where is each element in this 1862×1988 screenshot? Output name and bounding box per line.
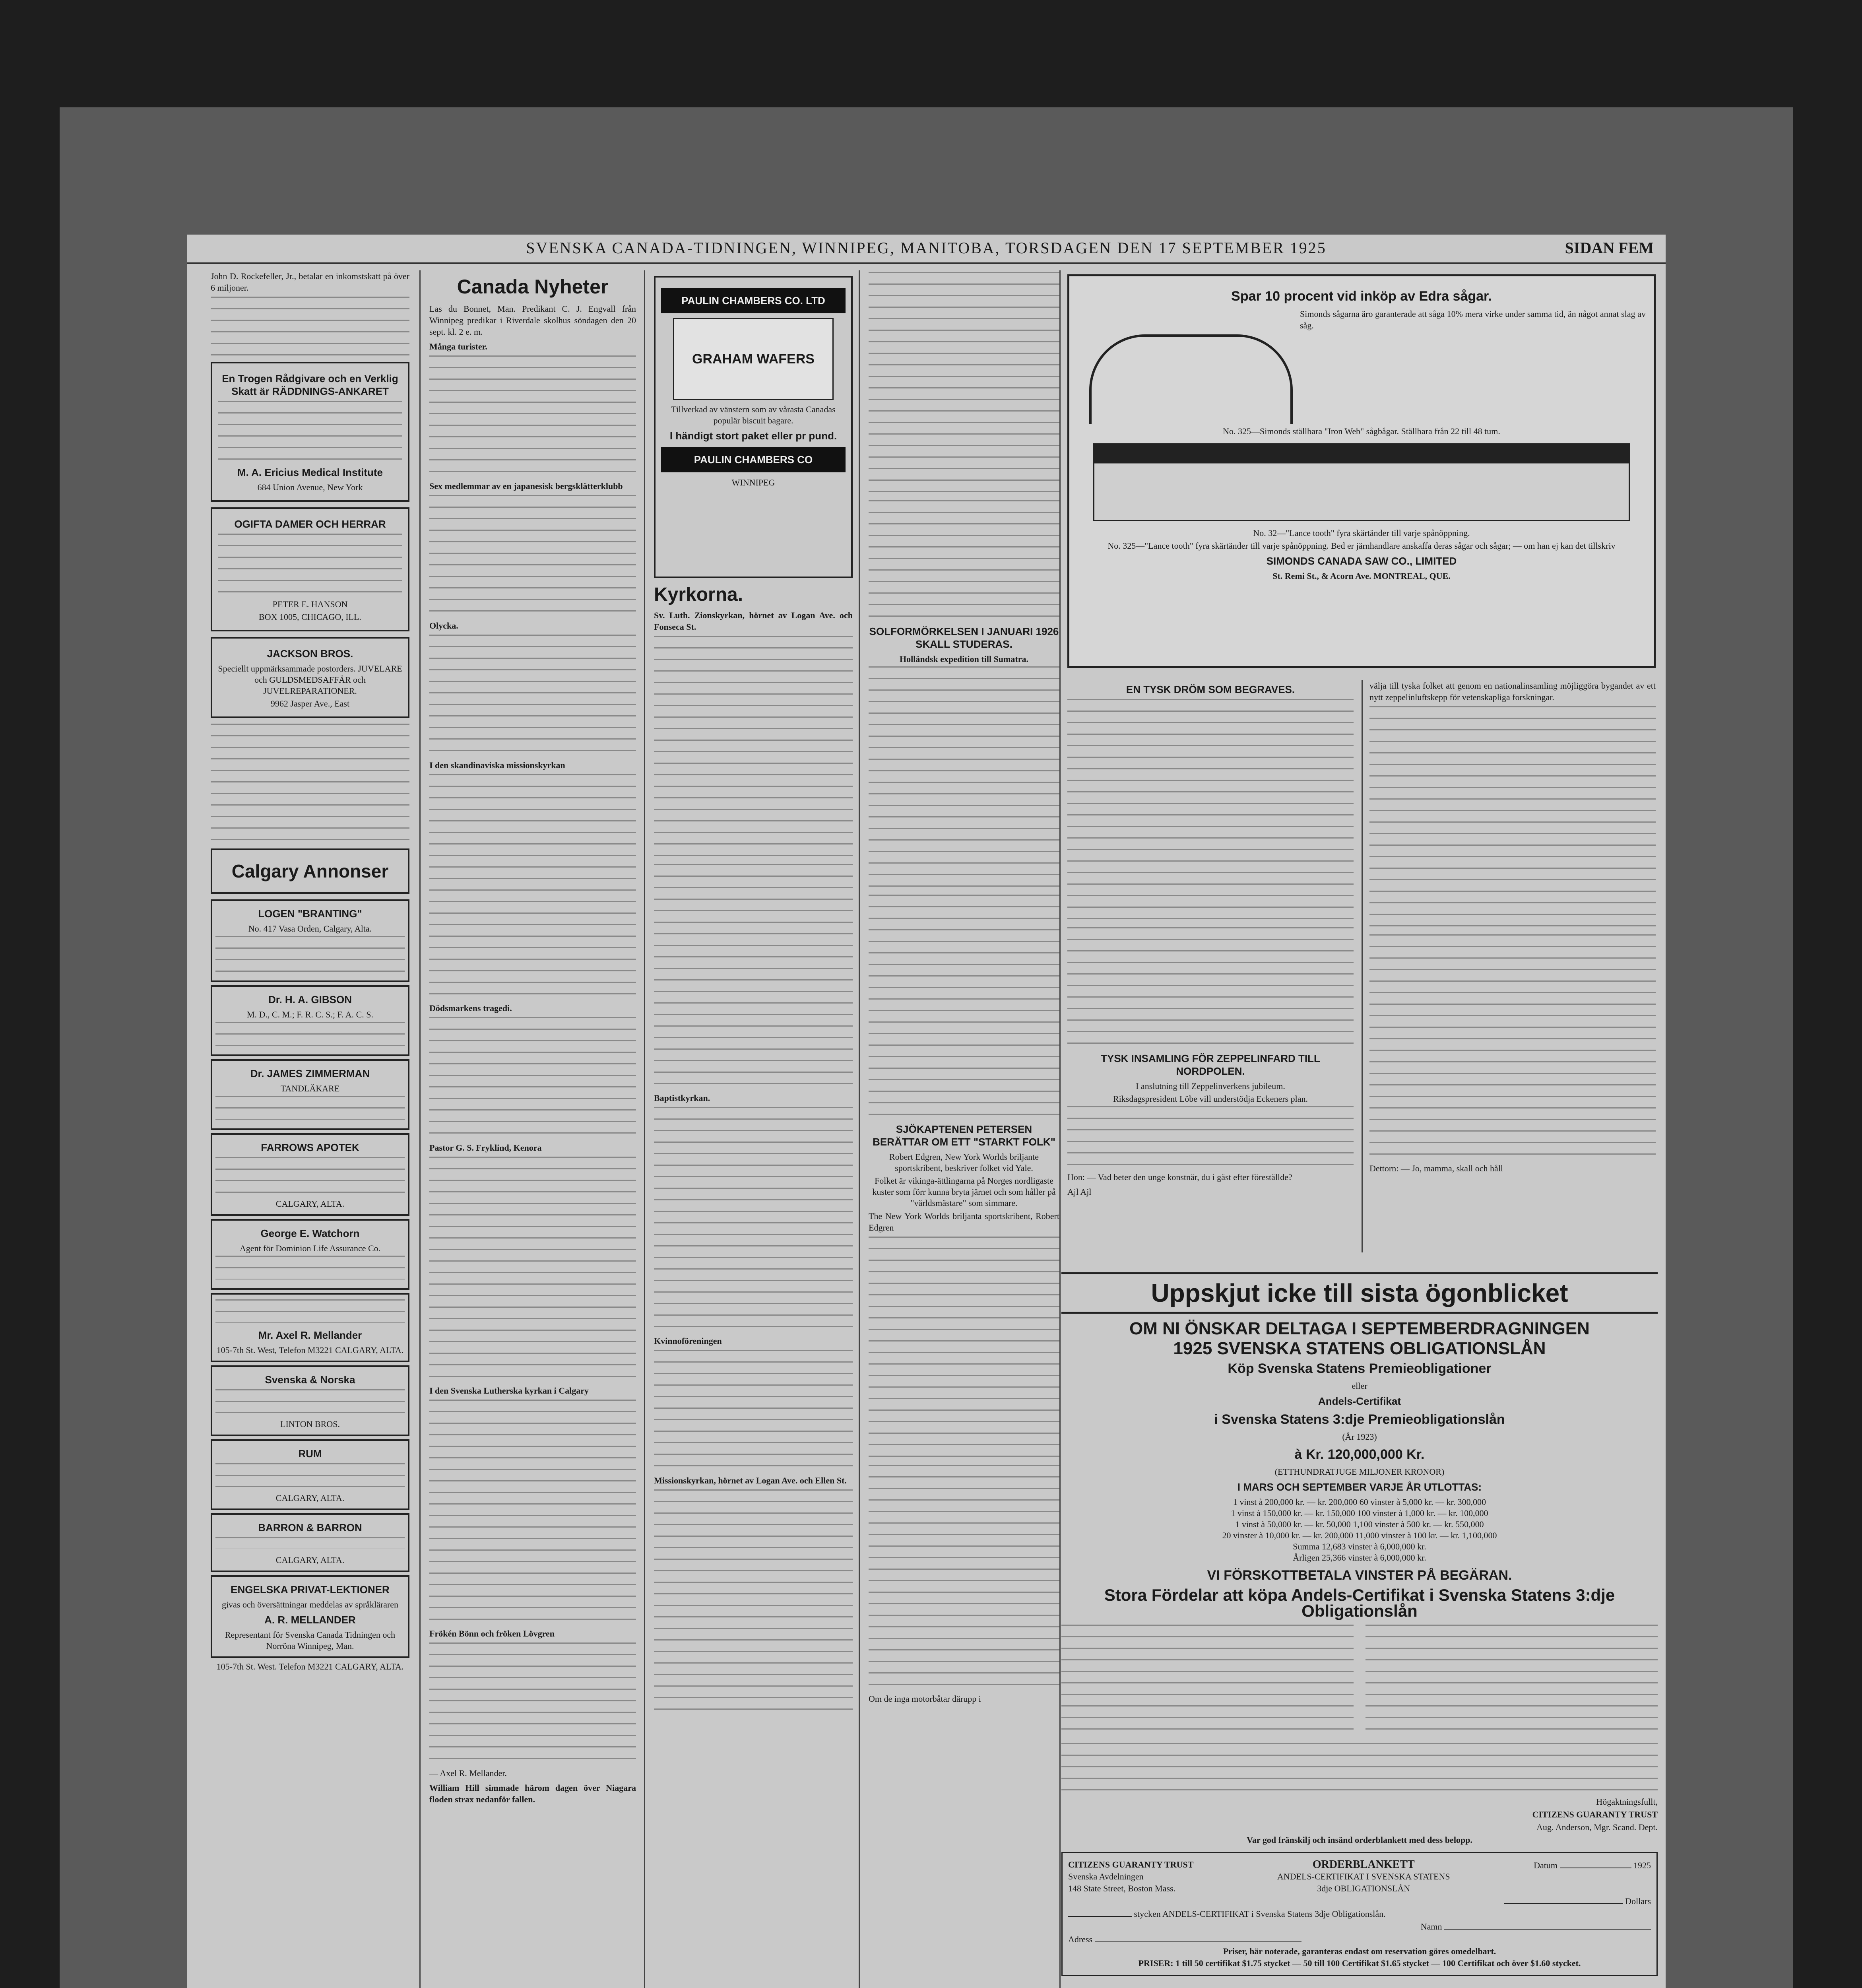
calgary-ad [211, 1365, 409, 1436]
order-name-label: Namn [1420, 1922, 1442, 1932]
order-stycken-row [1068, 1907, 1651, 1920]
column-rule [1059, 270, 1061, 1988]
ad-year: (År 1923) [1342, 1432, 1377, 1442]
ad-sub1: OM NI ÖNSKAR DELTAGA I SEPTEMBERDRAGNINGEN [1129, 1319, 1590, 1338]
prize-row: Årligen 25,366 vinster à 6,000,000 kr. [1293, 1553, 1426, 1563]
ericius-name: M. A. Ericius Medical Institute [237, 466, 383, 478]
jackson-address: 9962 Jasper Ave., East [270, 699, 350, 709]
order-title2: ANDELS-CERTIFIKAT I SVENSKA STATENS [1277, 1872, 1450, 1881]
order-stycken-label: stycken ANDELS-CERTIFIKAT i Svenska Statens 3dje Obligationslån. [1134, 1909, 1386, 1919]
ad-body [215, 1299, 405, 1323]
calgary-ad-name: BARRON & BARRON [258, 1522, 362, 1534]
ad-headline-bar [1061, 1272, 1658, 1314]
church-item: Missionskyrkan, hörnet av Logan Ave. och Ellen St. [654, 1475, 847, 1485]
prize-row: 1 vinst à 50,000 kr. — kr. 50,000 1,100 vinster à 500 kr. — kr. 550,000 [1235, 1519, 1484, 1529]
text-block [429, 355, 636, 475]
text-block [869, 1237, 1059, 1459]
running-head-title: SVENSKA CANADA-TIDNINGEN, WINNIPEG, MANITOBA, TORSDAGEN DEN 17 SEPTEMBER 1925 [526, 239, 1327, 257]
order-name-row [1068, 1920, 1651, 1933]
news-item: I den skandinaviska missionskyrkan [429, 760, 565, 770]
saw-headline: Spar 10 procent vid inköp av Edra sågar. [1231, 289, 1492, 304]
calgary-ad [211, 1219, 409, 1290]
article-text: välja till tyska folket att genom en nationalinsamling möjliggöra bygandet av ett nytt zeppelinluftskepp för vetenskapliga forskningar. [1369, 681, 1656, 702]
ad-text: Tillverkad av vänstern som av vårasta Canadas populär biscuit bagare. [671, 404, 836, 425]
news-item: Olycka. [429, 621, 458, 631]
ad-eller: eller [1352, 1381, 1367, 1391]
ad-body [215, 1463, 405, 1487]
calgary-ad-text: givas och översättningar meddelas av språkläraren [221, 1600, 399, 1609]
saw-address: St. Remi St., & Acorn Ave. MONTREAL, QUE. [1272, 571, 1451, 581]
saw-ad-wrapper [1067, 274, 1656, 668]
article-head: SOLFORMÖRKELSEN I JANUARI 1926 SKALL STUDERAS. [869, 625, 1059, 650]
ad-sign2: CITIZENS GUARANTY TRUST [1532, 1809, 1658, 1819]
calgary-annonser-head-box [211, 848, 409, 894]
ad-headline: Uppskjut icke till sista ögonblicket [1151, 1279, 1568, 1307]
ad-call: I händigt stort paket eller pr pund. [669, 430, 837, 442]
calgary-ad [211, 899, 409, 982]
calgary-ad-name: FARROWS APOTEK [261, 1142, 359, 1153]
calgary-ad-name: Dr. H. A. GIBSON [268, 994, 352, 1006]
order-year: 1925 [1633, 1860, 1651, 1870]
text-block [211, 724, 409, 843]
text-block [429, 1400, 636, 1622]
byline: Las du Bonnet, Man. Predikant C. J. Engvall från Winnipeg predikar i Riverdale skolhus söndagen den 20 sept. kl. 2 e. m. [429, 304, 636, 337]
calgary-ad [211, 1439, 409, 1510]
ericius-ad [211, 362, 409, 502]
signoff: — Axel R. Mellander. [429, 1768, 507, 1778]
order-quantity-field[interactable] [1068, 1907, 1132, 1917]
calgary-ad [211, 1059, 409, 1130]
news-item: Sex medlemmar av en japanesisk bergsklätterklubb [429, 481, 623, 491]
news-item: Pastor G. S. Fryklind, Kenora [429, 1143, 542, 1153]
church-item: Kvinnoföreningen [654, 1336, 722, 1346]
saw-company: SIMONDS CANADA SAW CO., LIMITED [1266, 555, 1457, 567]
page-number: SIDAN FEM [1565, 239, 1654, 257]
calgary-ad-name: A. R. MELLANDER [264, 1614, 356, 1626]
text-block [429, 774, 636, 997]
simonds-saw-ad [1067, 274, 1656, 668]
joke-text: Hon: — Vad beter den unge konstnär, du i gäst efter föreställde? [1067, 1172, 1292, 1182]
kyrkorna-heading: Kyrkorna. [654, 584, 743, 605]
church-item: Sv. Luth. Zionskyrkan, hörnet av Logan Ave. och Fonseca St. [654, 610, 853, 632]
text-block [654, 864, 853, 1087]
news-item: Frökén Bönn och fröken Lövgren [429, 1629, 555, 1639]
text-block [1067, 699, 1354, 922]
column-2 [429, 270, 636, 1988]
ad-draw: I MARS OCH SEPTEMBER VARJE ÅR UTLOTTAS: [1237, 1481, 1482, 1493]
order-dollars-row [1068, 1895, 1651, 1907]
column-1 [211, 270, 409, 1988]
jackson-ad [211, 637, 409, 718]
ad-body [215, 1537, 405, 1549]
calgary-ad-text: Agent för Dominion Life Assurance Co. [239, 1243, 381, 1253]
calgary-ad-text: LINTON BROS. [280, 1419, 340, 1429]
text-block [429, 635, 636, 754]
calgary-ad-text: CALGARY, ALTA. [275, 1493, 345, 1503]
prize-row: 1 vinst à 200,000 kr. — kr. 200,000 60 vinster à 5,000 kr. — kr. 300,000 [1233, 1497, 1486, 1507]
calgary-ad-name: Dr. JAMES ZIMMERMAN [250, 1068, 370, 1079]
ad-body [215, 1157, 405, 1193]
graham-wafers-ad [654, 276, 853, 578]
saw-item: No. 32—"Lance tooth" fyra skärtänder till varje spånöppning. [1253, 528, 1470, 538]
order-price-note: Priser, här noterade, garanteras endast om reservation göres omedelbart. [1223, 1946, 1496, 1956]
order-form [1061, 1852, 1658, 1976]
ad-body [215, 1096, 405, 1120]
order-left [1068, 1859, 1193, 1895]
church-item: Baptistkyrkan. [654, 1093, 710, 1103]
ogifta-ad [211, 507, 409, 631]
ad-body [215, 1256, 405, 1279]
text-block [654, 1350, 853, 1469]
text-block [1369, 706, 1656, 929]
ogifta-name: PETER E. HANSON [272, 599, 348, 609]
ad-city: WINNIPEG [731, 478, 775, 487]
calgary-ad [211, 1513, 409, 1572]
text-block [869, 1465, 1059, 1687]
article-head: TYSK INSAMLING FÖR ZEPPELINFARD TILL NORDPOLEN. [1101, 1052, 1320, 1077]
ad-sub4: i Svenska Statens 3:dje Premieobligationslån [1214, 1412, 1505, 1427]
calgary-address: 105-7th St. West. Telefon M3221 CALGARY, ALTA. [216, 1662, 404, 1672]
text-block [429, 1642, 636, 1762]
order-title: ORDERBLANKETT [1312, 1858, 1415, 1871]
ad-bold1: VI FÖRSKOTTBETALA VINSTER PÅ BEGÄRAN. [1207, 1568, 1512, 1583]
calgary-ad [211, 1293, 409, 1362]
ad-body [215, 1022, 405, 1046]
ad-terms [1061, 1623, 1658, 1741]
newspaper-page [187, 235, 1666, 1988]
article-subhead: Folket är vikinga-ättlingarna på Norges nordligaste kuster som förr kunna bryta järnet och som håller på "världsmästare" som simmare. [872, 1176, 1056, 1208]
wafer-box-image [673, 318, 834, 400]
terms-right [1365, 1625, 1658, 1736]
ad-cut-note: Var god fränskilj och insänd orderblankett med dess belopp. [1247, 1835, 1472, 1845]
article-subhead: Riksdagspresident Löbe vill understödja Eckeners plan. [1113, 1094, 1308, 1104]
article-lead: The New York Worlds briljanta sportskribent, Robert Edgren [869, 1211, 1059, 1233]
canada-nyheter-heading: Canada Nyheter [457, 276, 609, 298]
ad-body [215, 1389, 405, 1413]
text-block [429, 1017, 636, 1136]
column-3 [654, 270, 853, 1988]
calgary-ad-name: George E. Watchorn [260, 1227, 360, 1239]
text-block [1067, 927, 1354, 1046]
order-dept: Svenska Avdelningen [1068, 1872, 1144, 1881]
order-date-field[interactable] [1560, 1859, 1631, 1868]
text-block [654, 1489, 853, 1712]
premieobligation-ad [1061, 1272, 1658, 1988]
ad-body [215, 936, 405, 972]
ad-body [218, 401, 402, 460]
ad-sign3: Aug. Anderson, Mgr. Scand. Dept. [1536, 1822, 1658, 1832]
news-item: Dödsmarkens tragedi. [429, 1003, 512, 1013]
text-block [1067, 1106, 1354, 1166]
ad-sub3: Köp Svenska Statens Premieobligationer [1228, 1361, 1492, 1376]
order-title3: 3dje OBLIGATIONSLÅN [1317, 1883, 1410, 1893]
text-block [654, 636, 853, 858]
order-right [1277, 1859, 1450, 1895]
text-block [869, 895, 1059, 1117]
terms-left [1061, 1625, 1354, 1736]
text-block [211, 297, 409, 356]
news-item: I den Svenska Lutherska kyrkan i Calgary [429, 1386, 589, 1396]
ericius-headline: En Trogen Rådgivare och en Verklig Skatt är RÄDDNINGS-ANKARET [222, 373, 398, 397]
calgary-ad-name: RUM [298, 1448, 322, 1460]
column-6 [1369, 680, 1656, 1252]
column-rule [644, 270, 645, 1988]
calgary-ad-name: Mr. Axel R. Mellander [258, 1329, 362, 1341]
text-block [429, 495, 636, 614]
running-head [187, 235, 1666, 264]
article-end: Om de inga motorbåtar därupp i [869, 1694, 981, 1704]
ad-andels: Andels-Certifikat [1318, 1395, 1401, 1407]
order-date-label: Datum [1534, 1860, 1557, 1870]
article-subhead: Holländsk expedition till Sumatra. [900, 654, 1028, 664]
calgary-ad [211, 1575, 409, 1658]
text-block [869, 272, 1059, 495]
ad-amount-words: (ETTHUNDRATJUGE MILJONER KRONOR) [1274, 1467, 1445, 1477]
calgary-ads [211, 899, 409, 1672]
ad-sub2: 1925 SVENSKA STATENS OBLIGATIONSLÅN [1173, 1339, 1546, 1358]
ogifta-headline: OGIFTA DAMER OCH HERRAR [234, 518, 386, 530]
ad-bold2: Stora Fördelar att köpa Andels-Certifikat i Svenska Statens 3:dje Obligationslån [1104, 1586, 1615, 1620]
article-head: SJÖKAPTENEN PETERSEN BERÄTTAR OM ETT "STARKT FOLK" [873, 1123, 1055, 1148]
calgary-ad [211, 1133, 409, 1216]
order-dollars-label: Dollars [1625, 1896, 1651, 1906]
order-address-field[interactable] [1095, 1933, 1301, 1942]
saw-frame-image [1089, 334, 1293, 424]
calgary-ad-text: No. 417 Vasa Orden, Calgary, Alta. [248, 924, 372, 934]
order-date [1534, 1859, 1651, 1895]
calgary-ad [211, 985, 409, 1056]
prize-table [1061, 1497, 1658, 1563]
ad-brand-top: PAULIN CHAMBERS CO. LTD [661, 288, 846, 313]
column-rule [419, 270, 421, 1988]
order-company: CITIZENS GUARANTY TRUST [1068, 1860, 1194, 1870]
joke-text: Ajl Ajl [1067, 1187, 1092, 1197]
rockefeller-note: John D. Rockefeller, Jr., betalar en inkomstskatt på över 6 miljoner. [211, 271, 409, 293]
article-subhead: Robert Edgren, New York Worlds briljante sportskribent, beskriver folket vid Yale. [889, 1152, 1039, 1173]
order-name-field[interactable] [1444, 1920, 1651, 1930]
product-name: GRAHAM WAFERS [692, 351, 815, 367]
order-address: 148 State Street, Boston Mass. [1068, 1883, 1176, 1893]
article-head: EN TYSK DRÖM SOM BEGRAVES. [1126, 683, 1295, 695]
column-rule [1362, 680, 1363, 1252]
prize-row: 1 vinst à 150,000 kr. — kr. 150,000 100 vinster à 1,000 kr. — kr. 100,000 [1231, 1508, 1488, 1518]
prize-row: Summa 12,683 vinster à 6,000,000 kr. [1293, 1541, 1426, 1551]
ad-brand: PAULIN CHAMBERS CO [661, 447, 846, 472]
calgary-ad-name: Svenska & Norska [265, 1374, 355, 1386]
text-block [1369, 934, 1656, 1157]
order-address-label: Adress [1068, 1934, 1093, 1944]
calgary-ad-text: Representant för Svenska Canada Tidningen och Norröna Winnipeg, Man. [225, 1630, 396, 1651]
column-5 [1067, 680, 1354, 1252]
saw-item: No. 325—"Lance tooth" fyra skärtänder till varje spånöppning. Bed er järnhandlare anskaffa deras sågar och sågar; — om han ej kan det tillskriv [1108, 541, 1616, 551]
calgary-ad-text: 105-7th St. West, Telefon M3221 CALGARY, ALTA. [216, 1345, 404, 1355]
calgary-ad-name: ENGELSKA PRIVAT-LEKTIONER [231, 1584, 390, 1596]
terms-bottom [1061, 1743, 1658, 1791]
prize-row: 20 vinster à 10,000 kr. — kr. 200,000 11,000 vinster à 100 kr. — kr. 1,100,000 [1222, 1530, 1497, 1540]
calgary-ad-text: TANDLÄKARE [280, 1083, 340, 1093]
jackson-text: Speciellt uppmärksammade postorders. JUVELARE och GULDSMEDSAFFÄR och JUVELREPARATIONER. [218, 664, 402, 696]
calgary-ad-name: LOGEN "BRANTING" [258, 908, 362, 920]
order-prices: PRISER: 1 till 50 certifikat $1.75 stycket — 50 till 100 Certifikat $1.65 stycket — 100 Certifikat och över $1.60 stycket. [1138, 1958, 1581, 1968]
text-block [869, 500, 1059, 619]
article-end: Dettorn: — Jo, mamma, skall och håll [1369, 1163, 1503, 1173]
news-item: Många turister. [429, 342, 487, 351]
saw-blade-image [1093, 443, 1630, 521]
saw-text: Simonds sågarna äro garanterade att såga 10% mera virke under samma tid, än något annat slag av såg. [1300, 309, 1646, 330]
text-block [429, 1157, 636, 1379]
saw-item: No. 325—Simonds ställbara "Iron Web" sågbågar. Ställbara från 22 till 48 tum. [1223, 426, 1500, 436]
ogifta-address: BOX 1005, CHICAGO, ILL. [259, 612, 361, 622]
text-block [654, 1107, 853, 1330]
order-header [1068, 1859, 1651, 1895]
ad-amount: à Kr. 120,000,000 Kr. [1294, 1447, 1425, 1462]
column-4 [869, 270, 1059, 1988]
ad-sign1: Högaktningsfullt, [1596, 1797, 1658, 1807]
news-item: William Hill simmade härom dagen över Niagara floden strax nedanför fallen. [429, 1783, 636, 1804]
column-rule [859, 270, 860, 1988]
calgary-ad-text: CALGARY, ALTA. [275, 1555, 345, 1565]
article-subhead: I anslutning till Zeppelinverkens jubileum. [1136, 1081, 1285, 1091]
calgary-annonser-heading: Calgary Annonser [231, 861, 389, 881]
jackson-name: JACKSON BROS. [267, 648, 353, 660]
calgary-ad-text: CALGARY, ALTA. [275, 1199, 345, 1209]
ericius-address: 684 Union Avenue, New York [257, 482, 363, 492]
text-block [869, 666, 1059, 889]
calgary-ad-text: M. D., C. M.; F. R. C. S.; F. A. C. S. [246, 1010, 374, 1019]
order-dollars-field[interactable] [1504, 1895, 1623, 1904]
order-address-row [1068, 1933, 1651, 1945]
ad-body [218, 534, 402, 593]
